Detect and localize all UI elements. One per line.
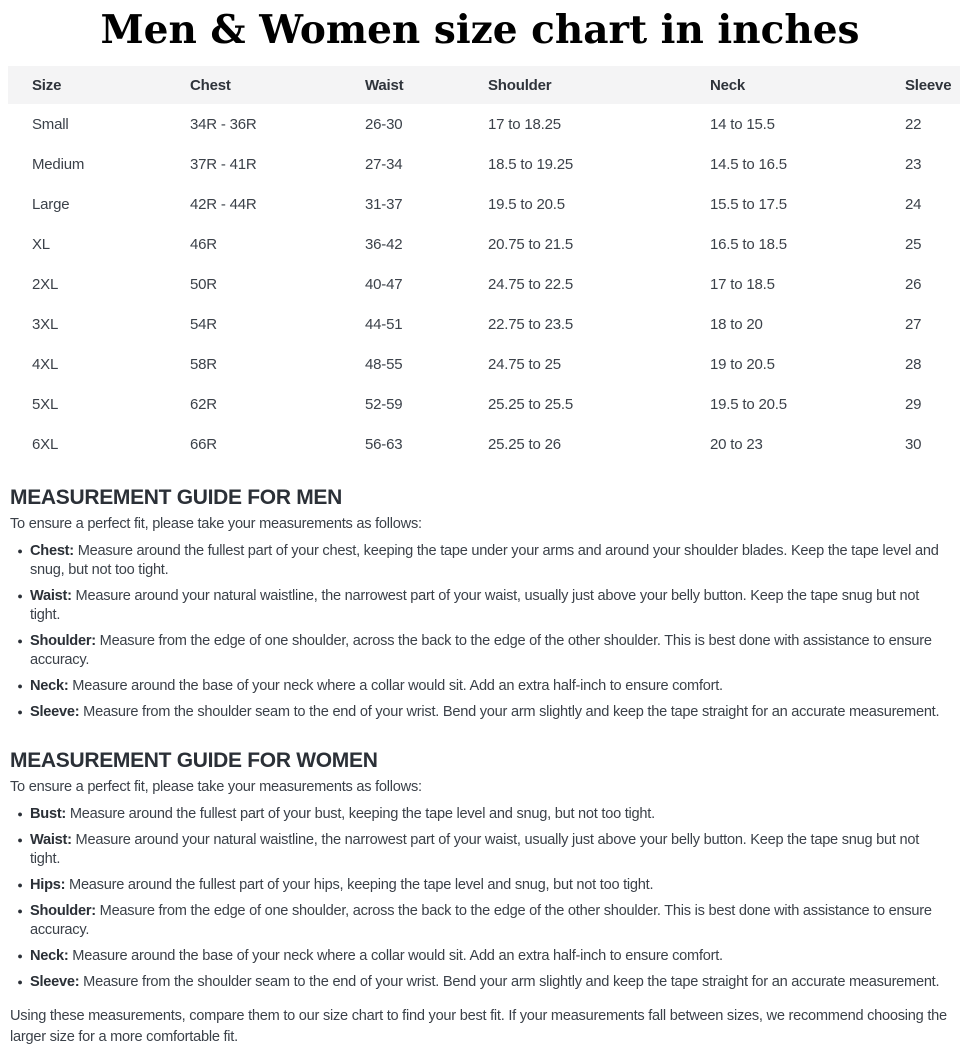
- table-cell: 34R - 36R: [190, 115, 257, 133]
- table-cell: 17 to 18.5: [710, 275, 775, 293]
- table-cell: 22: [905, 115, 922, 133]
- table-cell: 24.75 to 22.5: [488, 275, 573, 293]
- table-cell: 20 to 23: [710, 435, 763, 453]
- table-cell: 36-42: [365, 235, 403, 253]
- table-cell: 2XL: [32, 275, 59, 293]
- table-cell: 25: [905, 235, 922, 253]
- table-cell: 5XL: [32, 395, 59, 413]
- table-cell: 15.5 to 17.5: [710, 195, 787, 213]
- table-cell: 54R: [190, 315, 217, 333]
- bullet-label: Neck:: [30, 948, 69, 964]
- table-cell: 26-30: [365, 115, 403, 133]
- men-measurement-guide: [0, 486, 960, 722]
- men-guide-intro: To ensure a perfect fit, please take your measurements as follows:: [10, 516, 422, 532]
- bullet-text: Shoulder: Measure from the edge of one shoulder, across the back to the edge of the other shoulder. This is best done with assistance to ensure accuracy.: [30, 633, 932, 668]
- table-cell: 42R - 44R: [190, 195, 257, 213]
- bullet-icon: ●: [17, 546, 23, 556]
- column-header-chest: Chest: [190, 66, 365, 104]
- table-cell: 52-59: [365, 395, 403, 413]
- column-header-sleeve: Sleeve: [905, 66, 960, 104]
- spacer: [0, 58, 960, 66]
- table-cell: 3XL: [32, 315, 59, 333]
- table-cell: Medium: [32, 155, 85, 173]
- table-cell: 20.75 to 21.5: [488, 235, 573, 253]
- table-row: [8, 144, 960, 184]
- men-guide-list: [10, 542, 952, 722]
- spacer: [0, 464, 960, 486]
- table-cell: 66R: [190, 435, 217, 453]
- bullet-text: Shoulder: Measure from the edge of one shoulder, across the back to the edge of the other shoulder. This is best done with assistance to ensure accuracy.: [30, 903, 932, 938]
- table-cell: 18 to 20: [710, 315, 763, 333]
- table-row: [8, 104, 960, 144]
- list-item: [10, 805, 952, 824]
- bullet-icon: ●: [17, 636, 23, 646]
- table-cell: 27-34: [365, 155, 403, 173]
- bullet-text: Chest: Measure around the fullest part of your chest, keeping the tape under your arms and around your shoulder blades. Keep the tape level and snug, but not too tight.: [30, 543, 939, 578]
- footer-note: Using these measurements, compare them to our size chart to find your best fit. If your measurements fall between sizes, we recommend choosing the larger size for a more comfortable fit.: [10, 1008, 947, 1045]
- column-header-size: Size: [8, 66, 190, 104]
- table-cell: XL: [32, 235, 50, 253]
- table-cell: 19.5 to 20.5: [710, 395, 787, 413]
- bullet-label: Shoulder:: [30, 903, 96, 919]
- table-cell: 44-51: [365, 315, 403, 333]
- bullet-label: Hips:: [30, 877, 66, 893]
- table-cell: 16.5 to 18.5: [710, 235, 787, 253]
- list-item: [10, 947, 952, 966]
- size-table: [8, 66, 960, 464]
- list-item: [10, 703, 952, 722]
- table-cell: 14 to 15.5: [710, 115, 775, 133]
- table-row: [8, 384, 960, 424]
- table-cell: 23: [905, 155, 922, 173]
- women-measurement-guide: [0, 749, 960, 992]
- table-cell: 29: [905, 395, 922, 413]
- bullet-icon: ●: [17, 977, 23, 987]
- table-row: [8, 264, 960, 304]
- table-cell: 18.5 to 19.25: [488, 155, 573, 173]
- table-row: [8, 184, 960, 224]
- table-cell: Large: [32, 195, 70, 213]
- bullet-label: Sleeve:: [30, 704, 80, 720]
- table-cell: 24: [905, 195, 922, 213]
- list-item: [10, 632, 952, 670]
- bullet-icon: ●: [17, 835, 23, 845]
- bullet-icon: ●: [17, 906, 23, 916]
- table-cell: 26: [905, 275, 922, 293]
- bullet-text: Sleeve: Measure from the shoulder seam to the end of your wrist. Bend your arm slightly and keep the tape straight for an accurate measurement.: [30, 704, 940, 720]
- table-cell: 31-37: [365, 195, 403, 213]
- table-row: [8, 424, 960, 464]
- list-item: [10, 831, 952, 869]
- bullet-label: Bust:: [30, 806, 67, 822]
- bullet-text: Bust: Measure around the fullest part of your bust, keeping the tape level and snug, but not too tight.: [30, 806, 655, 822]
- bullet-icon: ●: [17, 880, 23, 890]
- table-row: [8, 224, 960, 264]
- women-guide-heading: MEASUREMENT GUIDE FOR WOMEN: [10, 749, 378, 772]
- bullet-label: Waist:: [30, 832, 72, 848]
- table-cell: 25.25 to 25.5: [488, 395, 573, 413]
- list-item: [10, 902, 952, 940]
- table-cell: 4XL: [32, 355, 59, 373]
- page-title: Men & Women size chart in inches: [100, 7, 860, 53]
- men-guide-heading: MEASUREMENT GUIDE FOR MEN: [10, 486, 343, 509]
- bullet-text: Waist: Measure around your natural waistline, the narrowest part of your waist, usually just above your belly button. Keep the tape snug but not tight.: [30, 588, 920, 623]
- bullet-icon: ●: [17, 707, 23, 717]
- women-guide-intro: To ensure a perfect fit, please take your measurements as follows:: [10, 779, 422, 795]
- table-cell: 27: [905, 315, 922, 333]
- table-cell: 25.25 to 26: [488, 435, 561, 453]
- table-row: [8, 344, 960, 384]
- table-row: [8, 304, 960, 344]
- table-cell: 48-55: [365, 355, 403, 373]
- table-cell: 24.75 to 25: [488, 355, 561, 373]
- table-cell: 19.5 to 20.5: [488, 195, 565, 213]
- table-cell: 30: [905, 435, 922, 453]
- bullet-text: Waist: Measure around your natural waistline, the narrowest part of your waist, usually just above your belly button. Keep the tape snug but not tight.: [30, 832, 920, 867]
- list-item: [10, 542, 952, 580]
- bullet-label: Waist:: [30, 588, 72, 604]
- table-cell: 17 to 18.25: [488, 115, 561, 133]
- bullet-icon: ●: [17, 681, 23, 691]
- table-cell: 62R: [190, 395, 217, 413]
- table-cell: 46R: [190, 235, 217, 253]
- table-cell: 19 to 20.5: [710, 355, 775, 373]
- table-cell: 6XL: [32, 435, 59, 453]
- table-cell: 37R - 41R: [190, 155, 257, 173]
- column-header-shoulder: Shoulder: [488, 66, 710, 104]
- bullet-label: Neck:: [30, 678, 69, 694]
- table-cell: 56-63: [365, 435, 403, 453]
- list-item: [10, 677, 952, 696]
- table-header-row: [8, 66, 960, 104]
- bullet-icon: ●: [17, 809, 23, 819]
- bullet-label: Shoulder:: [30, 633, 96, 649]
- women-guide-list: [10, 805, 952, 992]
- table-cell: 22.75 to 23.5: [488, 315, 573, 333]
- bullet-text: Neck: Measure around the base of your neck where a collar would sit. Add an extra half-inch to ensure comfort.: [30, 948, 723, 964]
- spacer: [0, 729, 960, 749]
- list-item: [10, 876, 952, 895]
- table-cell: 58R: [190, 355, 217, 373]
- bullet-text: Hips: Measure around the fullest part of your hips, keeping the tape level and snug, but not too tight.: [30, 877, 654, 893]
- column-header-neck: Neck: [710, 66, 905, 104]
- table-cell: 14.5 to 16.5: [710, 155, 787, 173]
- bullet-text: Neck: Measure around the base of your neck where a collar would sit. Add an extra half-inch to ensure comfort.: [30, 678, 723, 694]
- bullet-label: Sleeve:: [30, 974, 80, 990]
- bullet-icon: ●: [17, 591, 23, 601]
- table-cell: 50R: [190, 275, 217, 293]
- table-cell: 40-47: [365, 275, 403, 293]
- bullet-label: Chest:: [30, 543, 74, 559]
- size-table-wrap: [8, 66, 960, 464]
- bullet-icon: ●: [17, 951, 23, 961]
- list-item: [10, 587, 952, 625]
- column-header-waist: Waist: [365, 66, 488, 104]
- list-item: [10, 973, 952, 992]
- bullet-text: Sleeve: Measure from the shoulder seam to the end of your wrist. Bend your arm slightly and keep the tape straight for an accurate measurement.: [30, 974, 940, 990]
- table-cell: Small: [32, 115, 69, 133]
- table-cell: 28: [905, 355, 922, 373]
